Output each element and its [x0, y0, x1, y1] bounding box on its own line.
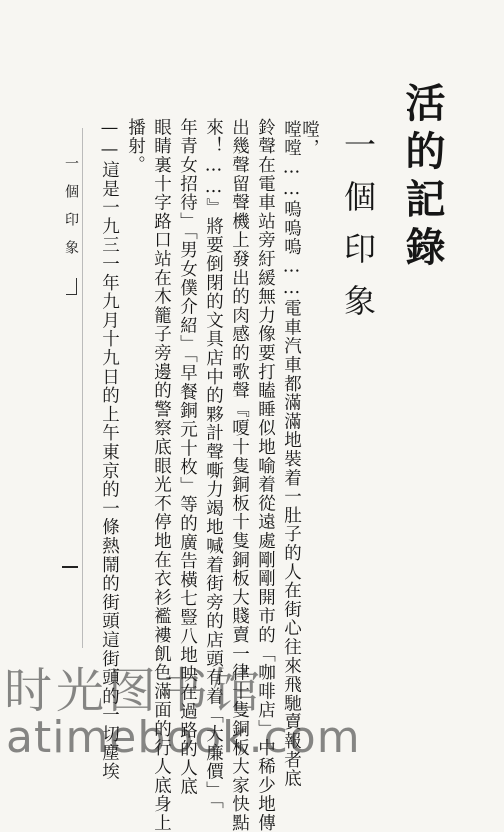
body-column-5: 來！……』將要倒閉的文具店中的夥計聲嘶力竭地喊着街旁的店頭有着「大廉價」「 [203, 118, 224, 810]
watermark-url: atimebook.com [6, 712, 361, 763]
chapter-title: 活的記錄 [399, 82, 446, 274]
body-column-1: 嘡， [299, 120, 320, 158]
watermark-title: 时光图书馆 [4, 663, 265, 719]
body-column-9: ——這是一九三一年九月十九日的上午東京的一條熱鬧的街頭這街頭的一切塵埃 [99, 118, 120, 781]
body-column-3: 鈴聲在電車站旁紆緩無力像要打瞌睡似地喻着從遠處剛剛開市的「咖啡店」中稀少地傳 [255, 118, 276, 832]
body-column-8: 播射。 [125, 118, 146, 175]
section-title: 一個印象 [339, 128, 377, 336]
body-column-2: 嘡嘡……嗚嗚嗚……電車汽車都滿滿地裝着一肚子的人在街心往來飛馳賣報者底 [281, 120, 302, 788]
body-column-7: 眼睛裏十字路口站在木籠子旁邊的警察底眼光不停地在衣衫襤褸飢色滿面的行人底身上 [151, 118, 172, 832]
margin-rule [82, 128, 83, 648]
running-head-bracket [66, 278, 77, 295]
page-number [62, 566, 78, 568]
body-column-6: 年青女招待」「男女僕介紹」「早餐銅元十枚」等的廣告橫七豎八地映在過路的人底 [177, 118, 198, 797]
body-column-4: 出幾聲留聲機上發出的肉感的歌聲『嗄十隻銅板十隻銅板大賤賣一律十隻銅板大家快點 [229, 118, 250, 832]
running-head: 一個印象 [63, 156, 79, 268]
